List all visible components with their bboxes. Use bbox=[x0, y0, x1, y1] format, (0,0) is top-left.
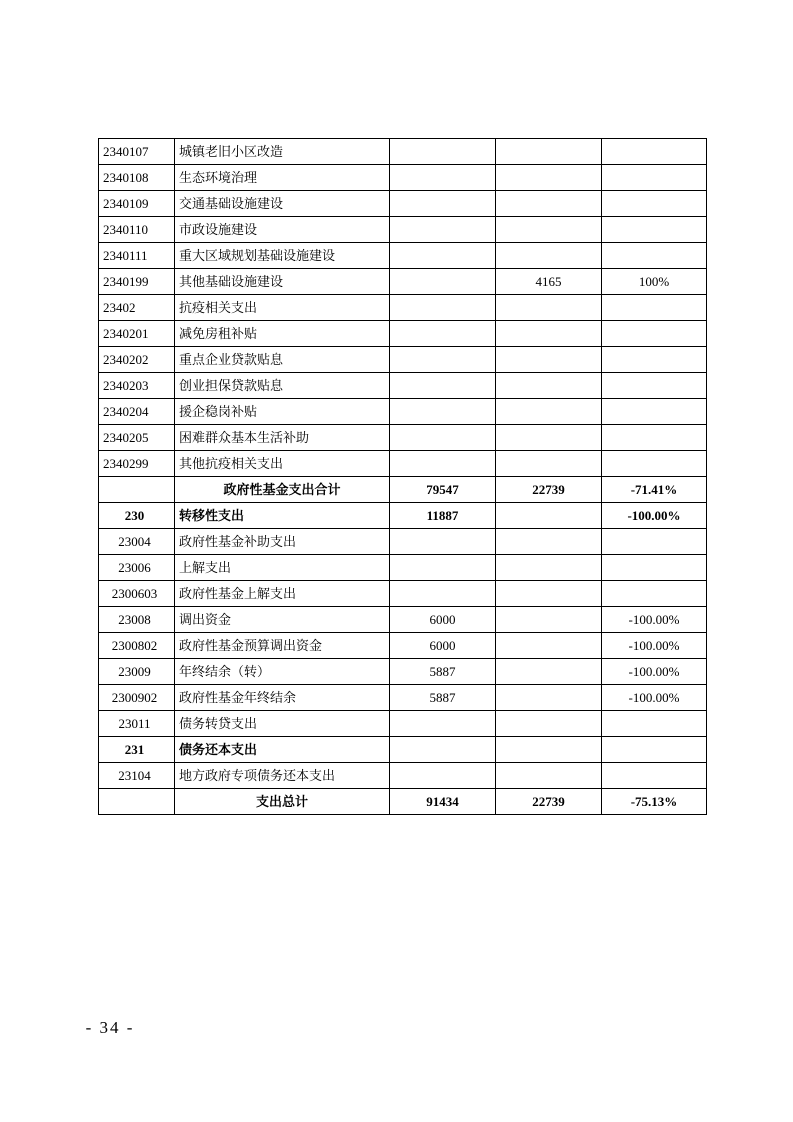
row-code: 23004 bbox=[99, 529, 175, 555]
row-value-2: 22739 bbox=[496, 477, 602, 503]
row-value-2 bbox=[496, 711, 602, 737]
row-value-3 bbox=[602, 451, 707, 477]
row-value-1: 6000 bbox=[390, 607, 496, 633]
row-value-1 bbox=[390, 139, 496, 165]
row-value-2 bbox=[496, 191, 602, 217]
row-code: 23104 bbox=[99, 763, 175, 789]
row-value-3 bbox=[602, 581, 707, 607]
row-code: 230 bbox=[99, 503, 175, 529]
table-row bbox=[99, 659, 707, 685]
row-value-3 bbox=[602, 425, 707, 451]
row-item-name: 市政设施建设 bbox=[175, 217, 390, 243]
table-row bbox=[99, 581, 707, 607]
row-value-2 bbox=[496, 425, 602, 451]
table-row bbox=[99, 269, 707, 295]
row-value-3 bbox=[602, 347, 707, 373]
row-value-1 bbox=[390, 269, 496, 295]
row-item-name: 支出总计 bbox=[175, 789, 390, 815]
row-value-3: -100.00% bbox=[602, 607, 707, 633]
table-row bbox=[99, 217, 707, 243]
row-value-3: 100% bbox=[602, 269, 707, 295]
row-item-name: 调出资金 bbox=[175, 607, 390, 633]
row-item-name: 年终结余（转） bbox=[175, 659, 390, 685]
row-value-3: -100.00% bbox=[602, 685, 707, 711]
row-value-2: 22739 bbox=[496, 789, 602, 815]
row-code: 2340204 bbox=[99, 399, 175, 425]
row-value-1 bbox=[390, 763, 496, 789]
row-value-1 bbox=[390, 737, 496, 763]
table-row bbox=[99, 165, 707, 191]
table-row bbox=[99, 451, 707, 477]
row-item-name: 上解支出 bbox=[175, 555, 390, 581]
row-value-2 bbox=[496, 243, 602, 269]
row-value-2 bbox=[496, 451, 602, 477]
row-item-name: 城镇老旧小区改造 bbox=[175, 139, 390, 165]
row-value-2 bbox=[496, 555, 602, 581]
row-item-name: 债务还本支出 bbox=[175, 737, 390, 763]
row-code: 2300603 bbox=[99, 581, 175, 607]
row-item-name: 政府性基金补助支出 bbox=[175, 529, 390, 555]
row-value-2 bbox=[496, 581, 602, 607]
table-row bbox=[99, 243, 707, 269]
row-value-1 bbox=[390, 243, 496, 269]
table-row bbox=[99, 321, 707, 347]
row-item-name: 政府性基金上解支出 bbox=[175, 581, 390, 607]
table-row bbox=[99, 191, 707, 217]
row-item-name: 重点企业贷款贴息 bbox=[175, 347, 390, 373]
row-value-1 bbox=[390, 711, 496, 737]
row-item-name: 其他基础设施建设 bbox=[175, 269, 390, 295]
row-value-3 bbox=[602, 139, 707, 165]
row-value-1 bbox=[390, 555, 496, 581]
row-item-name: 交通基础设施建设 bbox=[175, 191, 390, 217]
table-row bbox=[99, 711, 707, 737]
row-value-1: 11887 bbox=[390, 503, 496, 529]
row-value-2 bbox=[496, 503, 602, 529]
table-row bbox=[99, 789, 707, 815]
row-item-name: 重大区域规划基础设施建设 bbox=[175, 243, 390, 269]
row-code: 23402 bbox=[99, 295, 175, 321]
row-value-1: 6000 bbox=[390, 633, 496, 659]
row-value-3: -75.13% bbox=[602, 789, 707, 815]
row-value-3 bbox=[602, 191, 707, 217]
row-value-3 bbox=[602, 555, 707, 581]
row-code: 2340111 bbox=[99, 243, 175, 269]
row-value-1 bbox=[390, 451, 496, 477]
row-value-1 bbox=[390, 295, 496, 321]
row-code: 2300902 bbox=[99, 685, 175, 711]
row-value-1 bbox=[390, 191, 496, 217]
row-item-name: 生态环境治理 bbox=[175, 165, 390, 191]
page-number: - 34 - bbox=[85, 1018, 135, 1037]
row-value-2 bbox=[496, 373, 602, 399]
row-value-3 bbox=[602, 711, 707, 737]
row-value-2 bbox=[496, 295, 602, 321]
row-code: 23008 bbox=[99, 607, 175, 633]
row-code: 2340108 bbox=[99, 165, 175, 191]
row-value-3: -100.00% bbox=[602, 503, 707, 529]
budget-table-container bbox=[98, 138, 706, 815]
row-value-2 bbox=[496, 217, 602, 243]
row-item-name: 政府性基金年终结余 bbox=[175, 685, 390, 711]
table-row bbox=[99, 529, 707, 555]
row-code bbox=[99, 789, 175, 815]
row-value-2 bbox=[496, 139, 602, 165]
row-item-name: 地方政府专项债务还本支出 bbox=[175, 763, 390, 789]
row-value-1 bbox=[390, 581, 496, 607]
row-value-1: 79547 bbox=[390, 477, 496, 503]
row-value-3 bbox=[602, 529, 707, 555]
row-code: 2340107 bbox=[99, 139, 175, 165]
row-value-3 bbox=[602, 399, 707, 425]
table-row bbox=[99, 295, 707, 321]
row-code: 23009 bbox=[99, 659, 175, 685]
row-value-2 bbox=[496, 633, 602, 659]
row-value-1 bbox=[390, 373, 496, 399]
table-row bbox=[99, 373, 707, 399]
row-value-3 bbox=[602, 243, 707, 269]
table-row bbox=[99, 607, 707, 633]
row-value-3 bbox=[602, 217, 707, 243]
row-value-1: 5887 bbox=[390, 685, 496, 711]
table-row bbox=[99, 555, 707, 581]
table-row bbox=[99, 425, 707, 451]
row-code: 2340203 bbox=[99, 373, 175, 399]
row-value-1 bbox=[390, 399, 496, 425]
table-row bbox=[99, 685, 707, 711]
table-row bbox=[99, 139, 707, 165]
row-code: 2300802 bbox=[99, 633, 175, 659]
row-item-name: 困难群众基本生活补助 bbox=[175, 425, 390, 451]
row-code: 23006 bbox=[99, 555, 175, 581]
row-value-3 bbox=[602, 295, 707, 321]
budget-table-body bbox=[99, 139, 707, 815]
row-code: 2340109 bbox=[99, 191, 175, 217]
row-code: 231 bbox=[99, 737, 175, 763]
row-item-name: 政府性基金支出合计 bbox=[175, 477, 390, 503]
row-value-2 bbox=[496, 737, 602, 763]
row-value-2 bbox=[496, 763, 602, 789]
row-value-2 bbox=[496, 165, 602, 191]
row-value-1 bbox=[390, 217, 496, 243]
row-item-name: 其他抗疫相关支出 bbox=[175, 451, 390, 477]
table-row bbox=[99, 737, 707, 763]
row-code: 2340201 bbox=[99, 321, 175, 347]
row-item-name: 转移性支出 bbox=[175, 503, 390, 529]
row-value-1 bbox=[390, 165, 496, 191]
row-value-2 bbox=[496, 347, 602, 373]
row-value-3 bbox=[602, 737, 707, 763]
row-value-1: 91434 bbox=[390, 789, 496, 815]
row-code: 23011 bbox=[99, 711, 175, 737]
row-value-1: 5887 bbox=[390, 659, 496, 685]
row-value-3: -100.00% bbox=[602, 659, 707, 685]
row-value-1 bbox=[390, 347, 496, 373]
row-value-3: -71.41% bbox=[602, 477, 707, 503]
row-value-3 bbox=[602, 763, 707, 789]
row-item-name: 抗疫相关支出 bbox=[175, 295, 390, 321]
row-value-2 bbox=[496, 607, 602, 633]
row-value-3 bbox=[602, 165, 707, 191]
row-code: 2340299 bbox=[99, 451, 175, 477]
row-value-1 bbox=[390, 529, 496, 555]
row-value-3 bbox=[602, 321, 707, 347]
budget-table bbox=[98, 138, 707, 815]
row-value-2: 4165 bbox=[496, 269, 602, 295]
row-item-name: 援企稳岗补贴 bbox=[175, 399, 390, 425]
row-code: 2340110 bbox=[99, 217, 175, 243]
row-item-name: 创业担保贷款贴息 bbox=[175, 373, 390, 399]
table-row bbox=[99, 763, 707, 789]
table-row bbox=[99, 477, 707, 503]
row-item-name: 债务转贷支出 bbox=[175, 711, 390, 737]
row-value-2 bbox=[496, 529, 602, 555]
row-value-1 bbox=[390, 425, 496, 451]
row-code: 2340202 bbox=[99, 347, 175, 373]
row-code bbox=[99, 477, 175, 503]
table-row bbox=[99, 503, 707, 529]
row-item-name: 减免房租补贴 bbox=[175, 321, 390, 347]
row-item-name: 政府性基金预算调出资金 bbox=[175, 633, 390, 659]
table-row bbox=[99, 347, 707, 373]
row-value-2 bbox=[496, 659, 602, 685]
table-row bbox=[99, 399, 707, 425]
row-code: 2340199 bbox=[99, 269, 175, 295]
row-value-2 bbox=[496, 321, 602, 347]
row-value-2 bbox=[496, 399, 602, 425]
row-code: 2340205 bbox=[99, 425, 175, 451]
row-value-2 bbox=[496, 685, 602, 711]
table-row bbox=[99, 633, 707, 659]
row-value-1 bbox=[390, 321, 496, 347]
row-value-3 bbox=[602, 373, 707, 399]
row-value-3: -100.00% bbox=[602, 633, 707, 659]
